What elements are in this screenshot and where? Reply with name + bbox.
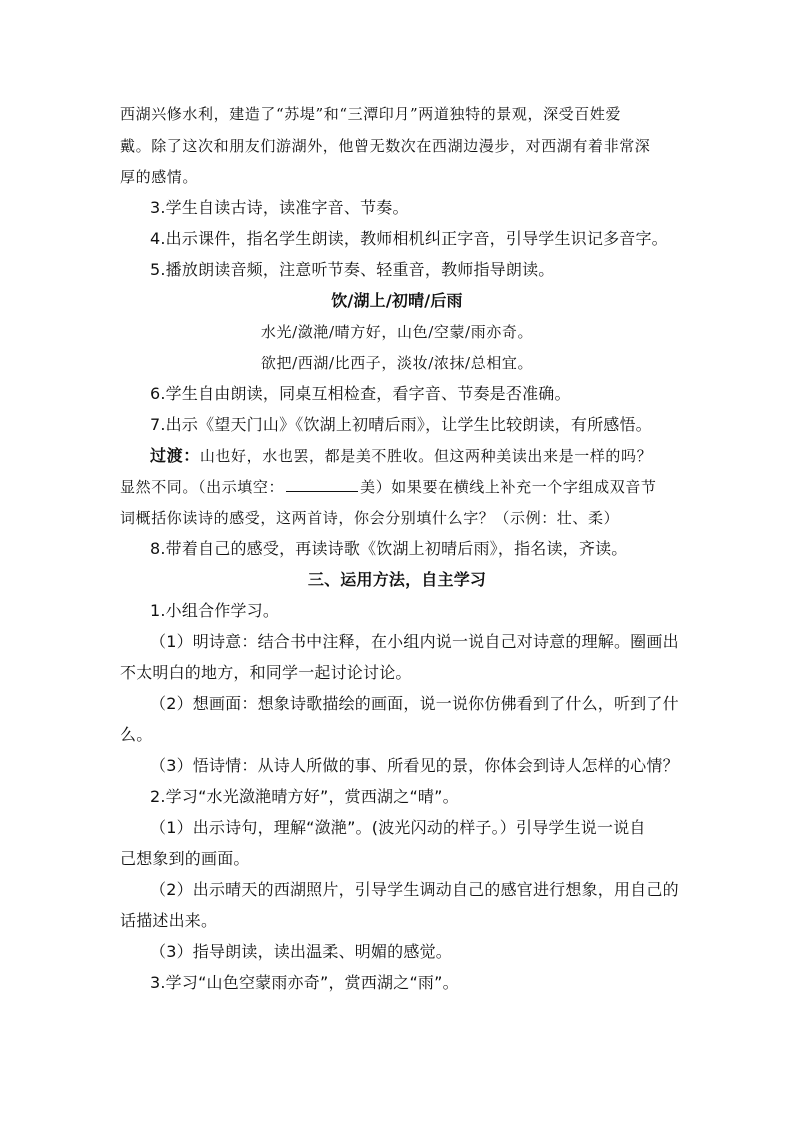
list-item: （2）想画面：想象诗歌描绘的画面，说一说你仿佛看到了什么，听到了什 [150,694,679,713]
list-item: 2.学习“水光潋滟晴方好”，赏西湖之“晴”。 [150,787,459,806]
list-item-cont: 己想象到的画面。 [120,849,250,868]
transition-text: 山也好，水也罢，都是美不胜收。但这两种美读出来是一样的吗？ [199,447,653,465]
transition-text-b: 美）如果要在横线上补充一个字组成双音节 [360,478,657,496]
poem-title: 饮/湖上/初晴/后雨 [331,291,463,310]
step-4: 4.出示课件，指名学生朗读，教师相机纠正字音，引导学生识记多音字。 [150,229,668,248]
list-item: （3）悟诗情：从诗人所做的事、所看见的景，你体会到诗人怎样的心情？ [150,756,679,775]
list-item: 3.学习“山色空蒙雨亦奇”，赏西湖之“雨”。 [150,973,459,992]
step-7: 7.出示《望天门山》《饮湖上初晴后雨》，让学生比较朗读，有所感悟。 [150,415,652,434]
transition-line-2 [120,477,680,497]
transition-line-1 [150,446,710,466]
fill-in-blank [286,477,358,492]
paragraph-line: 厚的感情。 [120,168,199,186]
section-heading: 三、运用方法，自主学习 [307,570,487,589]
step-6: 6.学生自由朗读，同桌互相检查，看字音、节奏是否准确。 [150,384,571,403]
paragraph-line: 西湖兴修水利，建造了“苏堤”和“三潭印月”两道独特的景观，深受百姓爱 [120,105,622,123]
list-item: （3）指导朗读，读出温柔、明媚的感觉。 [150,942,452,961]
list-item-cont: 不太明白的地方，和同学一起讨论讨论。 [120,663,412,682]
list-item-cont: 么。 [120,725,153,744]
transition-text-a: 显然不同。（出示填空： [120,478,285,496]
poem-line-1: 水光/潋滟/晴方好，山色/空蒙/雨亦奇。 [260,323,534,341]
step-5: 5.播放朗读音频，注意听节奏、轻重音，教师指导朗读。 [150,260,555,279]
list-item: （1）明诗意：结合书中注释，在小组内说一说自己对诗意的理解。圈画出 [150,632,679,651]
list-item: （1）出示诗句，理解“潋滟”。(波光闪动的样子。）引导学生说一说自 [150,818,646,837]
step-8: 8.带着自己的感受，再读诗歌《饮湖上初晴后雨》，指名读，齐读。 [150,539,628,558]
list-item-cont: 话描述出来。 [120,911,218,930]
paragraph-line: 戴。除了这次和朋友们游湖外，他曾无数次在西湖边漫步，对西湖有着非常深 [120,137,651,155]
list-item: （2）出示晴天的西湖照片，引导学生调动自己的感官进行想象，用自己的 [150,880,679,899]
poem-line-2: 欲把/西湖/比西子，淡妆/浓抹/总相宜。 [260,354,534,372]
list-item: 1.小组合作学习。 [150,601,280,620]
transition-line-3: 词概括你读诗的感受，这两首诗，你会分别填什么字？（示例：壮、柔） [120,509,620,527]
step-3: 3.学生自读古诗，读准字音、节奏。 [150,198,409,217]
transition-label: 过渡： [150,446,200,465]
